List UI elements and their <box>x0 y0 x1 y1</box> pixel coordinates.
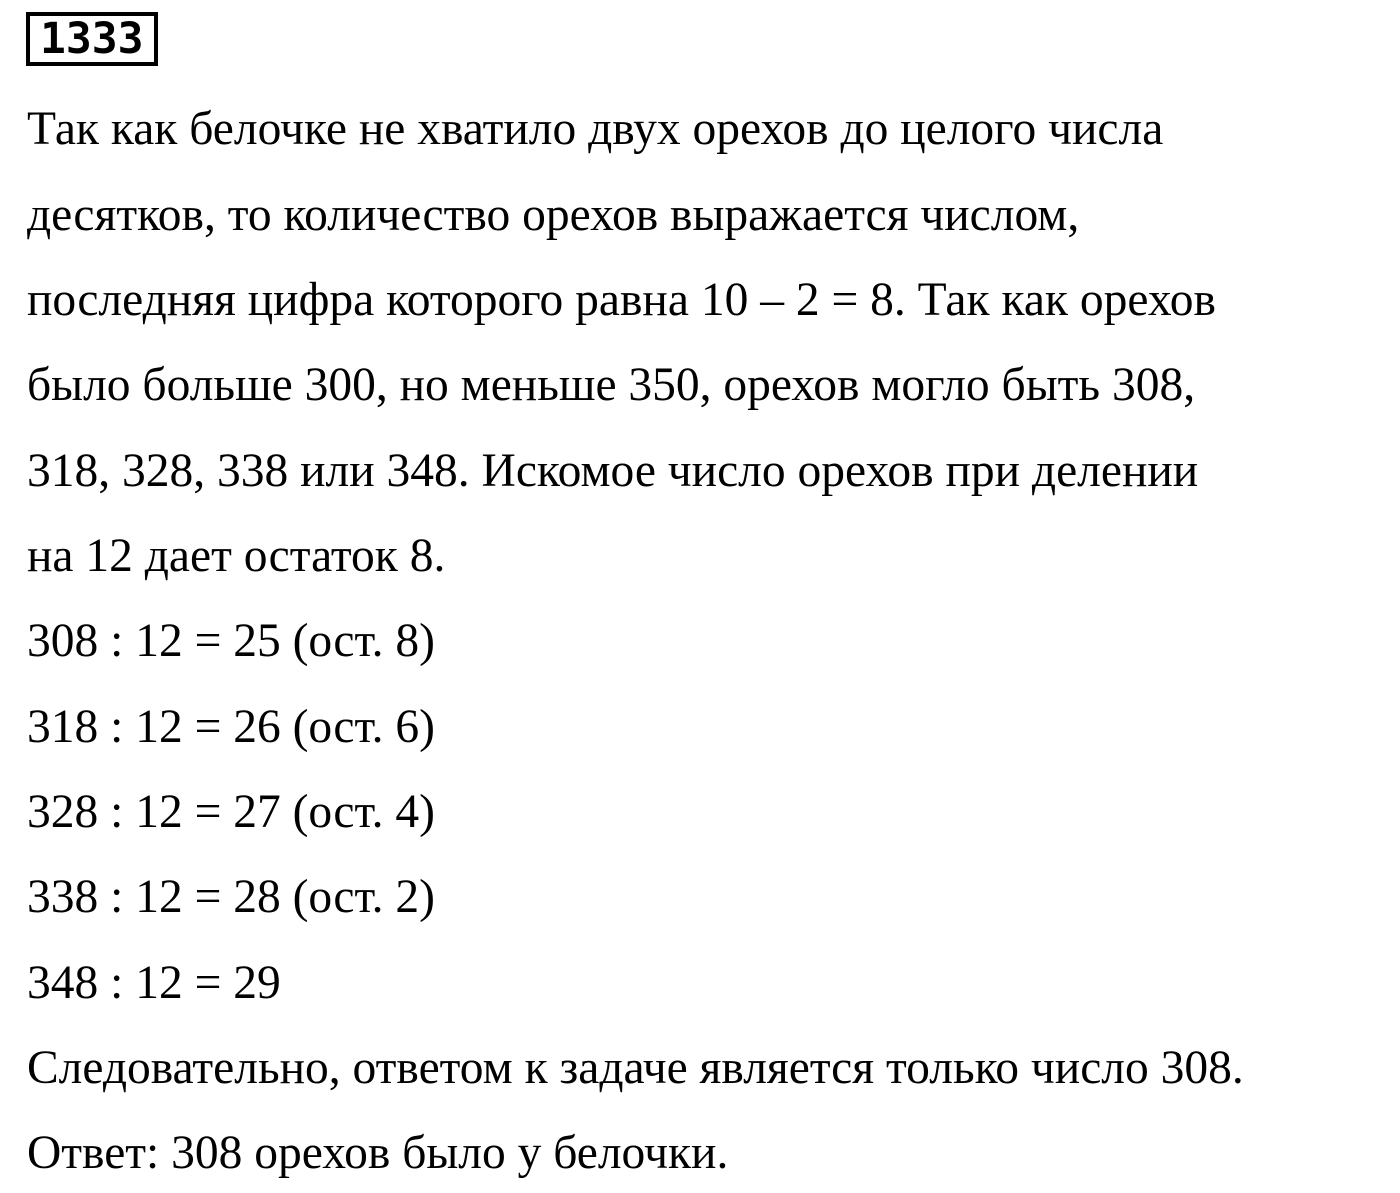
paragraph-line: десятков, то количество орехов выражается числом, <box>27 189 1080 241</box>
paragraph-line: последняя цифра которого равна 10 – 2 = 8. Так как орехов <box>27 274 1216 326</box>
paragraph-line: Так как белочке не хватило двух орехов до целого числа <box>27 103 1164 155</box>
problem-number-box: 1333 <box>26 12 158 66</box>
calculation-line: 318 : 12 = 26 (ост. 6) <box>27 701 435 753</box>
calculation-line: 338 : 12 = 28 (ост. 2) <box>27 871 435 923</box>
calculation-line: 328 : 12 = 27 (ост. 4) <box>27 786 435 838</box>
paragraph-line: на 12 дает остаток 8. <box>27 530 446 582</box>
paragraph-line: 318, 328, 338 или 348. Искомое число орехов при делении <box>27 445 1199 497</box>
answer-line: Ответ: 308 орехов было у белочки. <box>27 1127 729 1179</box>
paragraph-line: было больше 300, но меньше 350, орехов могло быть 308, <box>27 359 1196 411</box>
calculation-line: 308 : 12 = 25 (ост. 8) <box>27 615 435 667</box>
conclusion-line: Следовательно, ответом к задаче является только число 308. <box>27 1042 1244 1094</box>
calculation-line: 348 : 12 = 29 <box>27 957 281 1009</box>
